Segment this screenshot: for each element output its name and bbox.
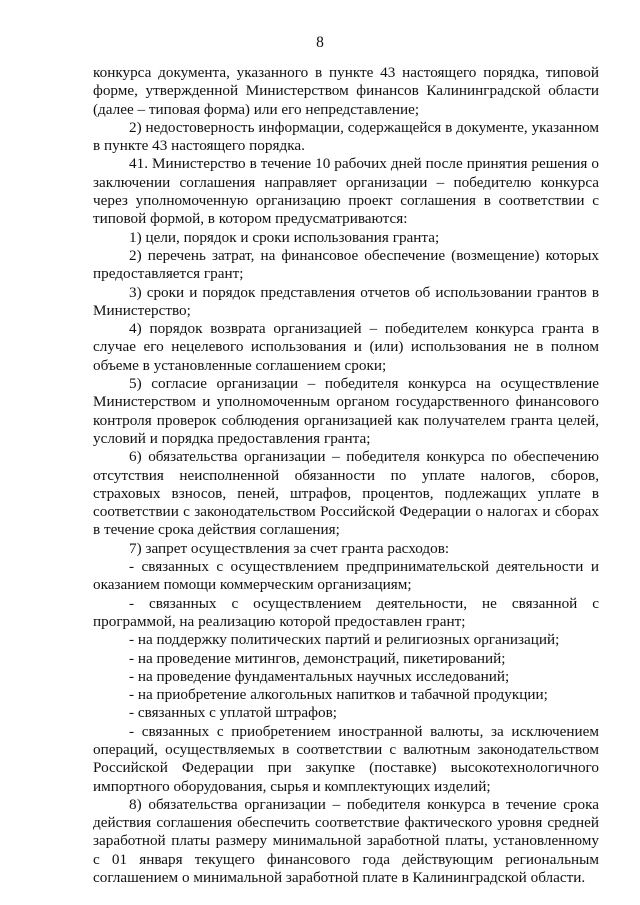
list-item-6-obligations: 6) обязательства организации – победителя конкурса по обеспечению отсутствия неисполненной обязанности по уплате налогов, сборов, страховых взносов, пеней, штрафов, процентов, подлежащих уплате в соответствии с законодательством Российской Федерации о налогах и сборах в течение срока действия соглашения; <box>93 448 599 539</box>
list-item-1-goals: 1) цели, порядок и сроки использования гранта; <box>129 228 440 246</box>
list-item-3-reports: 3) сроки и порядок представления отчетов об использовании грантов в Министерство; <box>93 283 599 319</box>
list-item-8-salary: 8) обязательства организации – победителя конкурса в течение срока действия соглашения обеспечить соответствие фактического уровня средней заработной платы размеру минимальной заработной платы, установленному с 01 января текущего финансового года действующим региональным соглашением о минимальной заработной плате в Калининградской области. <box>93 795 599 887</box>
dash-item-rallies: - на проведение митингов, демонстраций, пикетирований; <box>129 649 506 667</box>
dash-item-research: - на проведение фундаментальных научных исследований; <box>129 667 510 685</box>
dash-item-currency: - связанных с приобретением иностранной валюты, за исключением операций, осуществляемых в соответствии с валютным законодательством Российской Федерации при закупке (поставке) высокотехнологичного импортного оборудования, сырья и комплектующих изделий; <box>93 722 599 795</box>
dash-item-entrepreneurship: - связанных с осуществлением предпринимательской деятельности и оказанием помощи коммерческим организациям; <box>93 558 599 594</box>
list-item-2-unreliable-info: 2) недостоверность информации, содержащейся в документе, указанном в пункте 43 настоящего порядка. <box>93 118 599 155</box>
clause-41: 41. Министерство в течение 10 рабочих дней после принятия решения о заключении соглашения направляет организации – победителю конкурса через уполномоченную организацию проект соглашения в соответствии с типовой формой, в котором предусматриваются: <box>93 155 599 228</box>
list-item-2-costs: 2) перечень затрат, на финансовое обеспечение (возмещение) которых предоставляется грант; <box>93 246 599 283</box>
list-item-5-consent: 5) согласие организации – победителя конкурса на осуществление Министерством и уполномоченным органом государственного финансового контроля проверок соблюдения организацией как получателем гранта целей, условий и порядка предоставления гранта; <box>93 375 599 447</box>
list-item-7-prohibition: 7) запрет осуществления за счет гранта расходов: <box>129 539 450 557</box>
dash-item-fines: - связанных с уплатой штрафов; <box>129 704 337 722</box>
page-number: 8 <box>316 34 324 51</box>
dash-item-alcohol-tobacco: - на приобретение алкогольных напитков и табачной продукции; <box>129 686 548 704</box>
paragraph-continuation: конкурса документа, указанного в пункте 43 настоящего порядка, типовой форме, утвержденной Министерством финансов Калининградской области (далее – типовая форма) или его непредставление; <box>93 64 599 118</box>
dash-item-unrelated-activity: - связанных с осуществлением деятельности, не связанной с программой, на реализацию которой предоставлен грант; <box>93 594 599 630</box>
document-body <box>93 64 599 887</box>
list-item-4-refund: 4) порядок возврата организацией – победителем конкурса гранта в случае его нецелевого использования и (или) использования не в полном объеме в установленные соглашением сроки; <box>93 320 599 374</box>
dash-item-political: - на поддержку политических партий и религиозных организаций; <box>129 631 560 649</box>
